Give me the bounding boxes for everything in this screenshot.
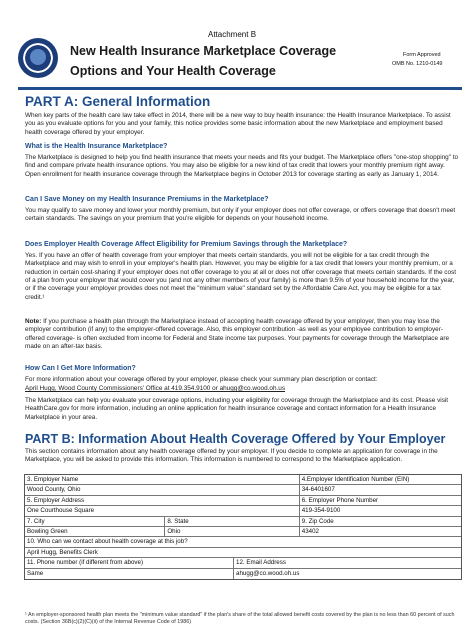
- email-label: 12. Email Address: [236, 559, 286, 567]
- contact-name-field[interactable]: April Hugg, Benefits Clerk: [27, 548, 98, 556]
- city-label: 7. City: [25, 517, 165, 526]
- seal-center: [30, 49, 46, 65]
- ein-field[interactable]: 34-6401607: [301, 486, 335, 494]
- form-approved-label: Form Approved: [403, 52, 441, 58]
- address-field[interactable]: One Courthouse Square: [25, 506, 300, 515]
- city-field[interactable]: Bowling Green: [25, 527, 165, 536]
- question-more-info: How Can I Get More Information?: [25, 365, 136, 372]
- table-row: [25, 558, 461, 568]
- document-title-line2: Options and Your Health Coverage: [70, 64, 276, 78]
- omb-number: OMB No. 1210-0149: [392, 61, 443, 67]
- part-a-title: PART A: General Information: [25, 94, 211, 109]
- email-field[interactable]: ahugg@co.wood.oh.us: [236, 569, 300, 577]
- footnote: ¹ An employer-sponsored health plan meets the "minimum value standard" if the plan's share of the total allowed benefit costs covered by the plan is no less than 60 percent of such costs. (Section 36B(c)(2)(C)(ii) of the Internal Revenue Code of 1986): [25, 612, 455, 625]
- zip-field[interactable]: 43402: [301, 527, 319, 535]
- employer-name-field[interactable]: Wood County, Ohio: [25, 485, 300, 494]
- note-text: If you purchase a health plan through the Marketplace instead of accepting health coverage offered by your employer, then you may lose the employer contribution (if any) to the employer-offered coverage. Also, this employer contribution -as well as your employee contribution to employer-offered coverage- is often excluded from income for Federal and State income tax purposes. Your payments for coverage through the Marketplace are made on an after-tax basis.: [25, 318, 450, 351]
- question-eligibility: Does Employer Health Coverage Affect Eligibility for Premium Savings through the Marketplace?: [25, 241, 348, 248]
- table-row: [25, 537, 461, 547]
- table-row: [25, 517, 461, 527]
- answer-save-money: You may qualify to save money and lower your monthly premium, but only if your employer does not offer coverage, or offers coverage that doesn't meet certain standards. The savings on your premium that you're eligible for depends on your household income.: [25, 207, 456, 223]
- question-marketplace: What is the Health Insurance Marketplace?: [25, 143, 168, 150]
- table-row: [25, 496, 461, 506]
- header-divider: [18, 87, 462, 90]
- phone-field[interactable]: 419-354-9100: [301, 507, 341, 515]
- contact-link[interactable]: April Hugg, Wood County Commissioners' Office at 419.354.9100 or ahugg@co.wood.oh.us: [25, 385, 286, 392]
- part-a-intro: When key parts of the health care law take effect in 2014, there will be a new way to buy health insurance: the Health Insurance Marketplace. To assist you as you evaluate options for you and your family, this notice provides some basic information about the new Marketplace and employment based health coverage offered by your employer.: [25, 112, 451, 136]
- question-save-money: Can I Save Money on my Health Insurance Premiums in the Marketplace?: [25, 196, 269, 203]
- employer-info-table: [24, 474, 462, 580]
- phone-label: 6. Employer Phone Number: [301, 496, 379, 504]
- address-label: 5. Employer Address: [25, 496, 300, 505]
- state-label: 8. State: [165, 517, 299, 526]
- answer-more-info: For more information about your coverage offered by your employer, please check your summary plan description or contact:: [25, 376, 378, 383]
- part-b-title: PART B: Information About Health Coverage Offered by Your Employer: [25, 432, 446, 446]
- contact-label: 10. Who can we contact about health coverage at this job?: [27, 538, 188, 546]
- attachment-label: Attachment B: [208, 30, 257, 39]
- note-lead: Note:: [25, 318, 42, 325]
- hhs-seal-logo: [18, 38, 58, 78]
- phone2-field[interactable]: Same: [25, 569, 234, 579]
- answer-marketplace: The Marketplace is designed to help you find health insurance that meets your needs and fits your budget. The Marketplace offers "one-stop shopping" to find and compare private health insurance options. You may also be eligible for a new kind of tax credit that lowers your monthly premium right away. Open enrollment for health insurance coverage through the Marketplace begins in October 2013 for coverage starting as early as January 1, 2014.: [25, 154, 459, 178]
- document-title-line1: New Health Insurance Marketplace Coverage: [70, 44, 337, 58]
- document-header: [0, 0, 474, 88]
- table-row: [25, 485, 461, 495]
- zip-label: 9. Zip Code: [301, 517, 334, 525]
- marketplace-help-paragraph: The Marketplace can help you evaluate your coverage options, including your eligibility for coverage through the Marketplace and its cost. Please visit HealthCare.gov for more information, including an online application for health insurance coverage and contact information for a Health Insurance Marketplace in your area.: [25, 397, 449, 421]
- ein-label: 4.Employer Identification Number (EIN): [301, 476, 410, 483]
- phone2-label: 11. Phone number (if different from above): [25, 558, 234, 567]
- table-row: [25, 527, 461, 537]
- answer-eligibility: Yes. If you have an offer of health coverage from your employer that meets certain standards, you will not be eligible for a tax credit through the Marketplace and may wish to enroll in your employer's health plan. However, you may be eligible for a tax credit that lowers your monthly premium, or a reduction in certain cost-sharing if your employer does not offer coverage to you at all or does not offer coverage that meets certain standards. If the cost of a plan from your employer that would cover you (and not any other members of your family) is more than 9.5% of your household income for the year, or if the coverage your employer provides does not meet the "minimum value" standard set by the Affordable Care Act, you may be eligible for a tax credit.¹: [25, 252, 457, 301]
- state-field[interactable]: Ohio: [165, 527, 299, 536]
- table-row: [25, 569, 461, 579]
- table-row: [25, 475, 461, 485]
- note-paragraph: [25, 318, 461, 351]
- table-row: [25, 548, 461, 558]
- part-b-intro: This section contains information about any health coverage offered by your employer. If you decide to complete an application for coverage in the Marketplace, you will be asked to provide this information. This information is numbered to correspond to the Marketplace application.: [25, 448, 438, 463]
- employer-name-label: 3. Employer Name: [25, 475, 300, 484]
- table-row: [25, 506, 461, 516]
